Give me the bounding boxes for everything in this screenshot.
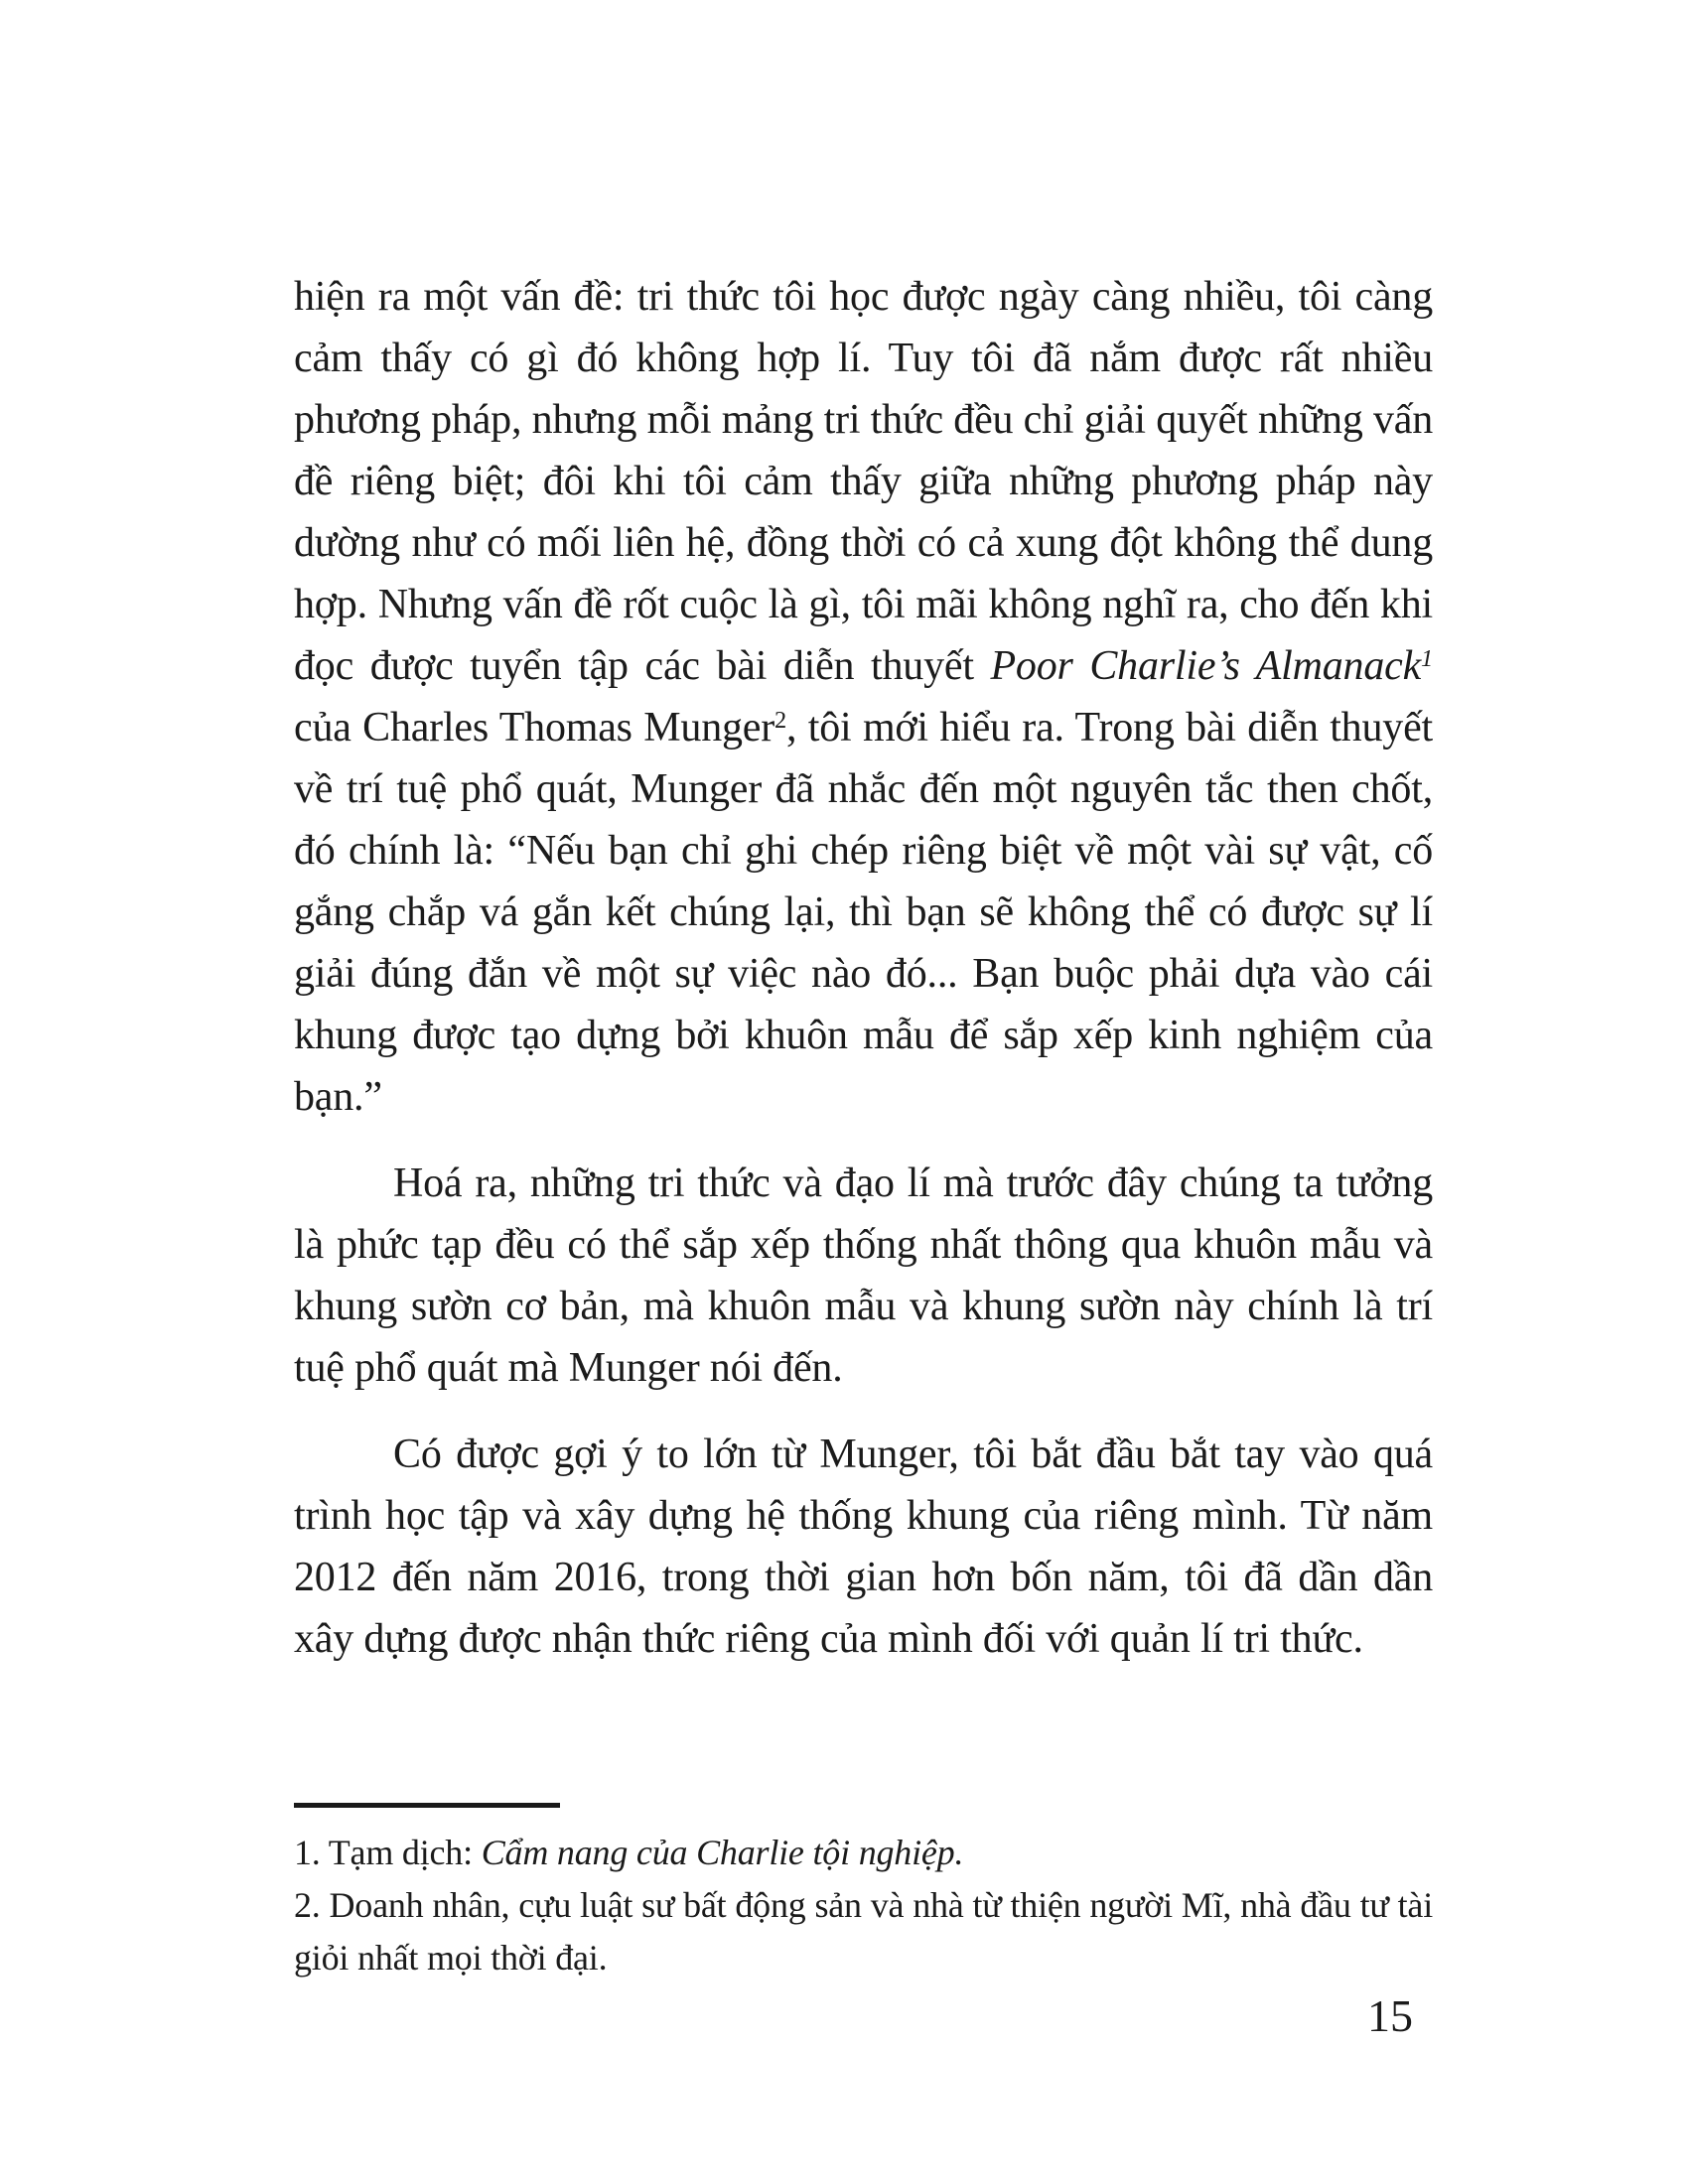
page-number: 15 <box>1367 1990 1413 2041</box>
footnote-ref-1: 1 <box>1421 644 1434 672</box>
footnotes-section <box>294 1827 1433 1984</box>
paragraph-1-text-pre: hiện ra một vấn đề: tri thức tôi học được ngày càng nhiều, tôi càng cảm thấy có gì đó không hợp lí. Tuy tôi đã nắm được rất nhiều phương pháp, nhưng mỗi mảng tri thức đều chỉ giải quyết những vấn đề riêng biệt; đôi khi tôi cảm thấy giữa những phương pháp này dường như có mối liên hệ, đồng thời có cả xung đột không thể dung hợp. Nhưng vấn đề rốt cuộc là gì, tôi mãi không nghĩ ra, cho đến khi đọc được tuyển tập các bài diễn thuyết <box>294 274 1433 689</box>
paragraph-1-text-mid: của Charles Thomas Munger <box>294 705 775 751</box>
footnote-1-label: 1. Tạm dịch: <box>294 1833 482 1872</box>
page-body <box>294 266 1433 1670</box>
footnote-ref-2: 2 <box>774 706 787 734</box>
book-title-italic: Poor Charlie’s Almanack <box>990 643 1422 689</box>
footnote-2: 2. Doanh nhân, cựu luật sư bất động sản và nhà từ thiện người Mĩ, nhà đầu tư tài giỏi nhất mọi thời đại. <box>294 1885 1433 1978</box>
footnote-1 <box>294 1827 1433 1879</box>
paragraph-1 <box>294 266 1433 1128</box>
paragraph-2: Hoá ra, những tri thức và đạo lí mà trước đây chúng ta tưởng là phức tạp đều có thể sắp xếp thống nhất thông qua khuôn mẫu và khung sườn cơ bản, mà khuôn mẫu và khung sườn này chính là trí tuệ phổ quát mà Munger nói đến. <box>294 1160 1433 1391</box>
paragraph-3: Có được gợi ý to lớn từ Munger, tôi bắt đầu bắt tay vào quá trình học tập và xây dựng hệ thống khung của riêng mình. Từ năm 2012 đến năm 2016, trong thời gian hơn bốn năm, tôi đã dần dần xây dựng được nhận thức riêng của mình đối với quản lí tri thức. <box>294 1432 1433 1662</box>
paragraph-1-text-post: , tôi mới hiểu ra. Trong bài diễn thuyết về trí tuệ phổ quát, Munger đã nhắc đến một nguyên tắc then chốt, đó chính là: “Nếu bạn chỉ ghi chép riêng biệt về một vài sự vật, cố gắng chắp vá gắn kết chúng lại, thì bạn sẽ không thể có được sự lí giải đúng đắn về một sự việc nào đó... Bạn buộc phải dựa vào cái khung được tạo dựng bởi khuôn mẫu để sắp xếp kinh nghiệm của bạn.” <box>294 705 1433 1120</box>
footnote-1-title-italic: Cẩm nang của Charlie tội nghiệp. <box>481 1833 964 1872</box>
footnote-separator-rule <box>294 1803 560 1808</box>
